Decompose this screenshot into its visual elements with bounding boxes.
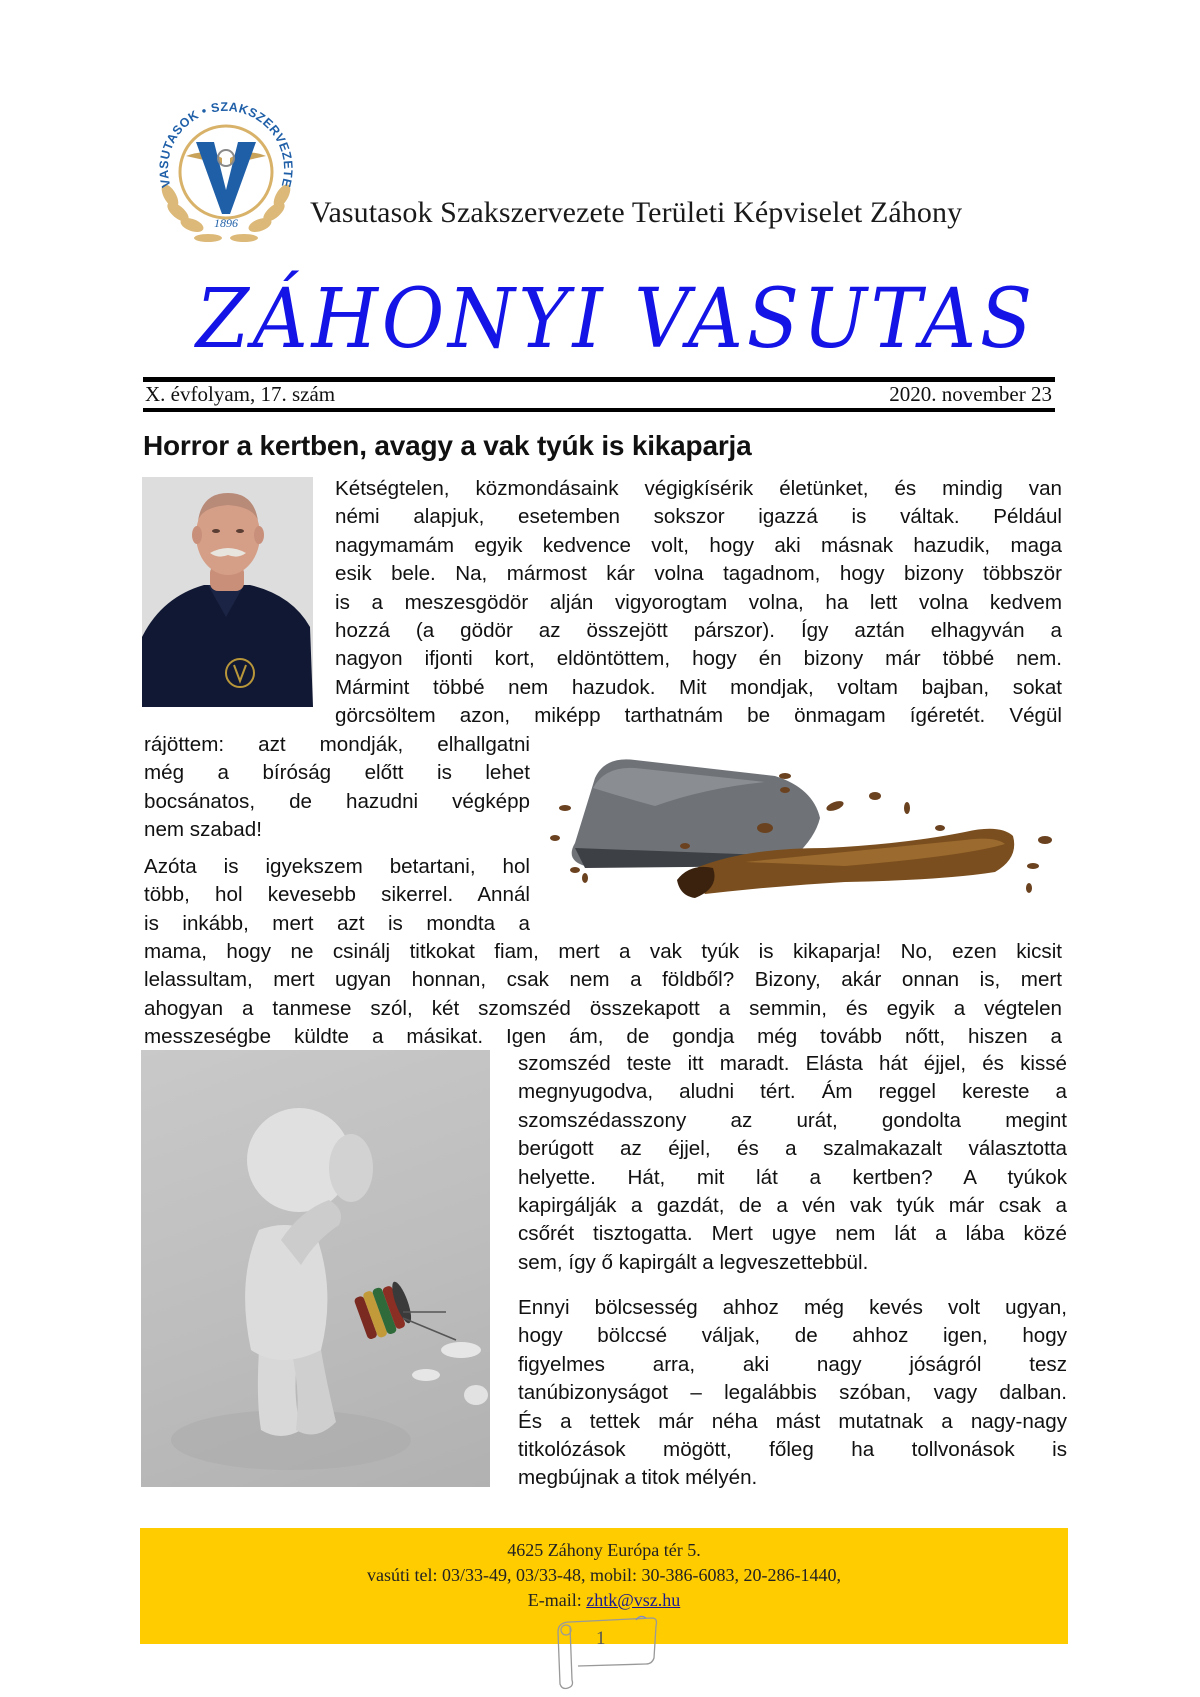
text-line: hogy bölccsé váljak, de ahhoz igen, hogy <box>518 1324 1067 1348</box>
footer-email-label: E-mail: <box>527 1590 587 1610</box>
text-line: Ennyi bölcsesség ahhoz még kevés volt ugyan, <box>518 1296 1067 1319</box>
worried-figure-illustration <box>141 1050 490 1487</box>
newsletter-masthead: ZÁHONYI VASUTAS <box>196 272 1036 367</box>
text-line: szomszéd teste itt maradt. Elásta hát éjjel, és kissé <box>518 1052 1067 1075</box>
text-line: megnyugodva, aludni tért. Ám reggel kereste a <box>518 1080 1067 1104</box>
text-line: Kétségtelen, közmondásaink végigkísérik életünket, és mindig van <box>335 477 1062 500</box>
text-line: még a bíróság előtt is lehet <box>144 761 530 785</box>
article-paragraph-1 <box>335 475 1062 731</box>
text-line: titkolózások mögött, főleg ha tollvonások is <box>518 1438 1067 1462</box>
text-line: Mármint többé nem hazudok. Mit mondjak, voltam bajban, sokat <box>335 675 1062 699</box>
text-line: mama, hogy ne csinálj titkokat fiam, mert a vak tyúk is kikaparja! No, ezen kicsit <box>144 940 1062 963</box>
text-line: sem, így ő kapirgált a legveszettebbül. <box>518 1250 869 1274</box>
page-number-scroll-icon <box>548 1610 660 1692</box>
text-line: berúgott az éjjel, és a szalmakazalt választotta <box>518 1137 1067 1161</box>
text-line: görcsöltem azon, miképp tarthatnám be önmagam ígéretét. Végül <box>335 704 1062 728</box>
text-line: messzeségbe küldte a másikat. Igen ám, de gondja még tovább nőtt, hiszen a <box>144 1025 1062 1049</box>
text-line: nem szabad! <box>144 818 262 842</box>
text-line: rájöttem: azt mondják, elhallgatni <box>144 733 530 756</box>
logo-ring-text: VASUTASOK • SZAKSZERVEZETE <box>156 99 296 189</box>
footer-address: 4625 Záhony Európa tér 5. <box>507 1540 701 1560</box>
author-photo <box>142 477 313 707</box>
text-line: lelassultam, mert ugyan honnan, csak nem a földből? Bizony, akár onnan is, mert <box>144 968 1062 992</box>
article-paragraph-2-full-width <box>144 938 1062 1052</box>
text-line: némi alapjuk, esetemben sokszor igazzá is váltak. Például <box>335 505 1062 529</box>
text-line: És a tettek már néha mást mutatnak a nagy-nagy <box>518 1409 1067 1433</box>
text-line: figyelmes arra, aki nagy jóságról tesz <box>518 1352 1067 1376</box>
issue-number: X. évfolyam, 17. szám <box>145 382 336 406</box>
text-line: Azóta is igyekszem betartani, hol <box>144 855 530 878</box>
text-line: több, hol kevesebb sikerrel. Annál <box>144 883 530 907</box>
text-line: ahogyan a tanmese szól, két szomszéd összekapott a semmin, és egyik a végtelen <box>144 996 1062 1020</box>
article-paragraph-3 <box>518 1294 1067 1493</box>
article-title: Horror a kertben, avagy a vak tyúk is kikaparja <box>143 430 752 461</box>
footer-phones: vasúti tel: 03/33-49, 03/33-48, mobil: 30-386-6083, 20-286-1440, <box>367 1565 841 1585</box>
footer-email-link[interactable]: zhtk@vsz.hu <box>586 1590 681 1610</box>
logo-year: 1896 <box>214 216 238 230</box>
text-line: is inkább, mert azt is mondta a <box>144 911 530 935</box>
text-line: is a meszesgödör alján vigyorogtam volna, ha lett volna kedvem <box>335 590 1062 614</box>
page-number: 1 <box>596 1628 606 1649</box>
text-line: szomszédasszony az urát, gondolta megint <box>518 1108 1067 1132</box>
text-line: helyette. Hát, mit lát a kertben? A tyúkok <box>518 1165 1067 1189</box>
text-line: csőrét tisztogatta. Mert ugye nem lát a lába közé <box>518 1222 1067 1246</box>
masthead-bottom-rule <box>143 408 1055 412</box>
text-line: tanúbizonyságot – legalábbis szóban, vagy dalban. <box>518 1381 1067 1405</box>
union-logo <box>148 86 304 246</box>
text-line: bocsánatos, de hazudni végképp <box>144 789 530 813</box>
article-paragraph-1-continued <box>144 731 530 845</box>
text-line: hozzá (a gödör az összejött párszor). Így aztán elhagyván a <box>335 619 1062 643</box>
svg-text:VASUTASOK • SZAKSZERVEZETE <box>157 100 295 189</box>
issue-date: 2020. november 23 <box>889 382 1052 406</box>
text-line: megbújnak a titok mélyén. <box>518 1466 758 1490</box>
text-line: esik bele. Na, mármost kár volna tagadnom, hogy bizony többször <box>335 562 1062 586</box>
organization-name: Vasutasok Szakszervezete Területi Képviselet Záhony <box>310 196 963 229</box>
article-paragraph-2 <box>144 853 530 938</box>
text-line: nagymamám egyik kedvence volt, hogy aki másnak hazudik, maga <box>335 533 1062 557</box>
text-line: nagyon ifjonti kort, eldöntöttem, hogy én bizony már többé nem. <box>335 647 1062 671</box>
article-paragraph-2-beside-figure <box>518 1050 1067 1277</box>
text-line: kapirgálják a gazdát, de a vén vak tyúk már csak a <box>518 1194 1067 1218</box>
broken-shovel-illustration <box>545 748 1070 903</box>
